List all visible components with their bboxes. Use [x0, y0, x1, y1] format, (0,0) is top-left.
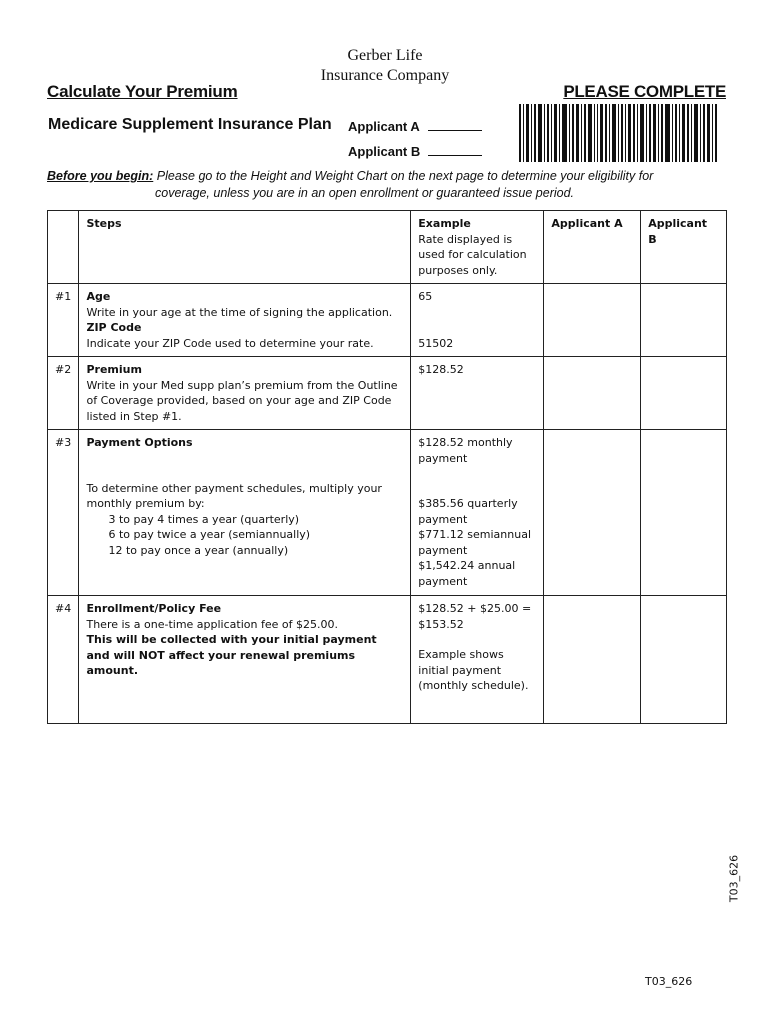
applicant-b-cell[interactable]	[641, 596, 727, 724]
step-title: Age	[86, 290, 111, 303]
step-age-zip	[79, 284, 411, 357]
payment-option: 12 to pay once a year (annually)	[108, 543, 289, 557]
example-calculation: $128.52 + $25.00 = $153.52	[418, 602, 532, 631]
status-heading: PLEASE COMPLETE	[563, 82, 726, 101]
company-name: Gerber Life	[347, 47, 423, 64]
applicant-b-field[interactable]	[428, 144, 482, 156]
table-row	[48, 596, 727, 724]
header-num	[48, 211, 79, 284]
step-title-zip: ZIP Code	[86, 321, 142, 334]
applicant-a-cell[interactable]	[544, 357, 641, 430]
step-number: #1	[48, 284, 79, 357]
example-cell	[411, 284, 544, 357]
applicant-a-label: Applicant A	[348, 119, 420, 134]
step-text: There is a one-time application fee of $25.00.	[86, 617, 338, 631]
example-monthly: $128.52 monthly payment	[418, 436, 513, 465]
applicant-b-line	[348, 144, 482, 159]
step-title: Payment Options	[86, 436, 193, 449]
step-text: Write in your age at the time of signing the application.	[86, 305, 393, 319]
step-payment-options	[79, 430, 411, 596]
example-zip: 51502	[418, 336, 454, 350]
applicant-b-cell[interactable]	[641, 357, 727, 430]
header-applicant-a: Applicant A	[544, 211, 641, 284]
table-row	[48, 357, 727, 430]
step-title: Premium	[86, 363, 142, 376]
header-example-note: Rate displayed is used for calculation purposes only.	[418, 232, 527, 277]
before-label: Before you begin:	[47, 169, 154, 183]
table-row	[48, 430, 727, 596]
step-text: To determine other payment schedules, multiply your monthly premium by:	[86, 481, 382, 510]
example-cell	[411, 596, 544, 724]
header-steps: Steps	[79, 211, 411, 284]
applicant-a-cell[interactable]	[544, 284, 641, 357]
applicant-b-cell[interactable]	[641, 284, 727, 357]
step-enrollment-fee	[79, 596, 411, 724]
table-row	[48, 284, 727, 357]
payment-option: 6 to pay twice a year (semiannually)	[108, 528, 311, 541]
before-text-line1: Please go to the Height and Weight Chart on the next page to determine your eligibility for	[156, 169, 654, 183]
company-name-line2: Insurance Company	[320, 67, 450, 84]
header-example-label: Example	[418, 217, 471, 230]
step-title: Enrollment/Policy Fee	[86, 602, 222, 615]
table-header-row	[48, 211, 727, 284]
header-example	[411, 211, 544, 284]
barcode-icon	[519, 104, 719, 162]
form-code-footer: T03_626	[645, 975, 693, 988]
header-applicant-b: Applicant B	[641, 211, 727, 284]
example-semiannual: $771.12 semiannual payment	[418, 528, 532, 557]
step-text-zip: Indicate your ZIP Code used to determine your rate.	[86, 336, 374, 350]
step-text: Write in your Med supp plan’s premium from the Outline of Coverage provided, based on your age and ZIP Code listed in Step #1.	[86, 378, 398, 423]
before-you-begin-note	[47, 168, 727, 202]
page-title: Calculate Your Premium	[47, 82, 238, 101]
payment-option: 3 to pay 4 times a year (quarterly)	[108, 512, 300, 526]
applicant-a-cell[interactable]	[544, 596, 641, 724]
before-text-line2: coverage, unless you are in an open enrollment or guaranteed issue period.	[155, 186, 575, 200]
applicant-a-cell[interactable]	[544, 430, 641, 596]
applicant-b-cell[interactable]	[641, 430, 727, 596]
step-bold-text: This will be collected with your initial payment and will NOT affect your renewal premiums amount.	[86, 633, 377, 677]
step-premium	[79, 357, 411, 430]
applicant-a-line	[348, 119, 482, 134]
example-age: 65	[418, 290, 433, 303]
step-number: #3	[48, 430, 79, 596]
form-code-side: T03_626	[727, 854, 741, 903]
example-note: Example shows initial payment (monthly schedule).	[418, 648, 529, 692]
example-annual: $1,542.24 annual payment	[418, 559, 516, 588]
plan-subtitle: Medicare Supplement Insurance Plan	[48, 116, 332, 133]
example-cell: $128.52	[411, 357, 544, 430]
example-cell	[411, 430, 544, 596]
step-number: #4	[48, 596, 79, 724]
step-number: #2	[48, 357, 79, 430]
premium-steps-table	[47, 210, 727, 724]
applicant-a-field[interactable]	[428, 119, 482, 131]
applicant-b-label: Applicant B	[348, 144, 421, 159]
example-quarterly: $385.56 quarterly payment	[418, 497, 518, 526]
